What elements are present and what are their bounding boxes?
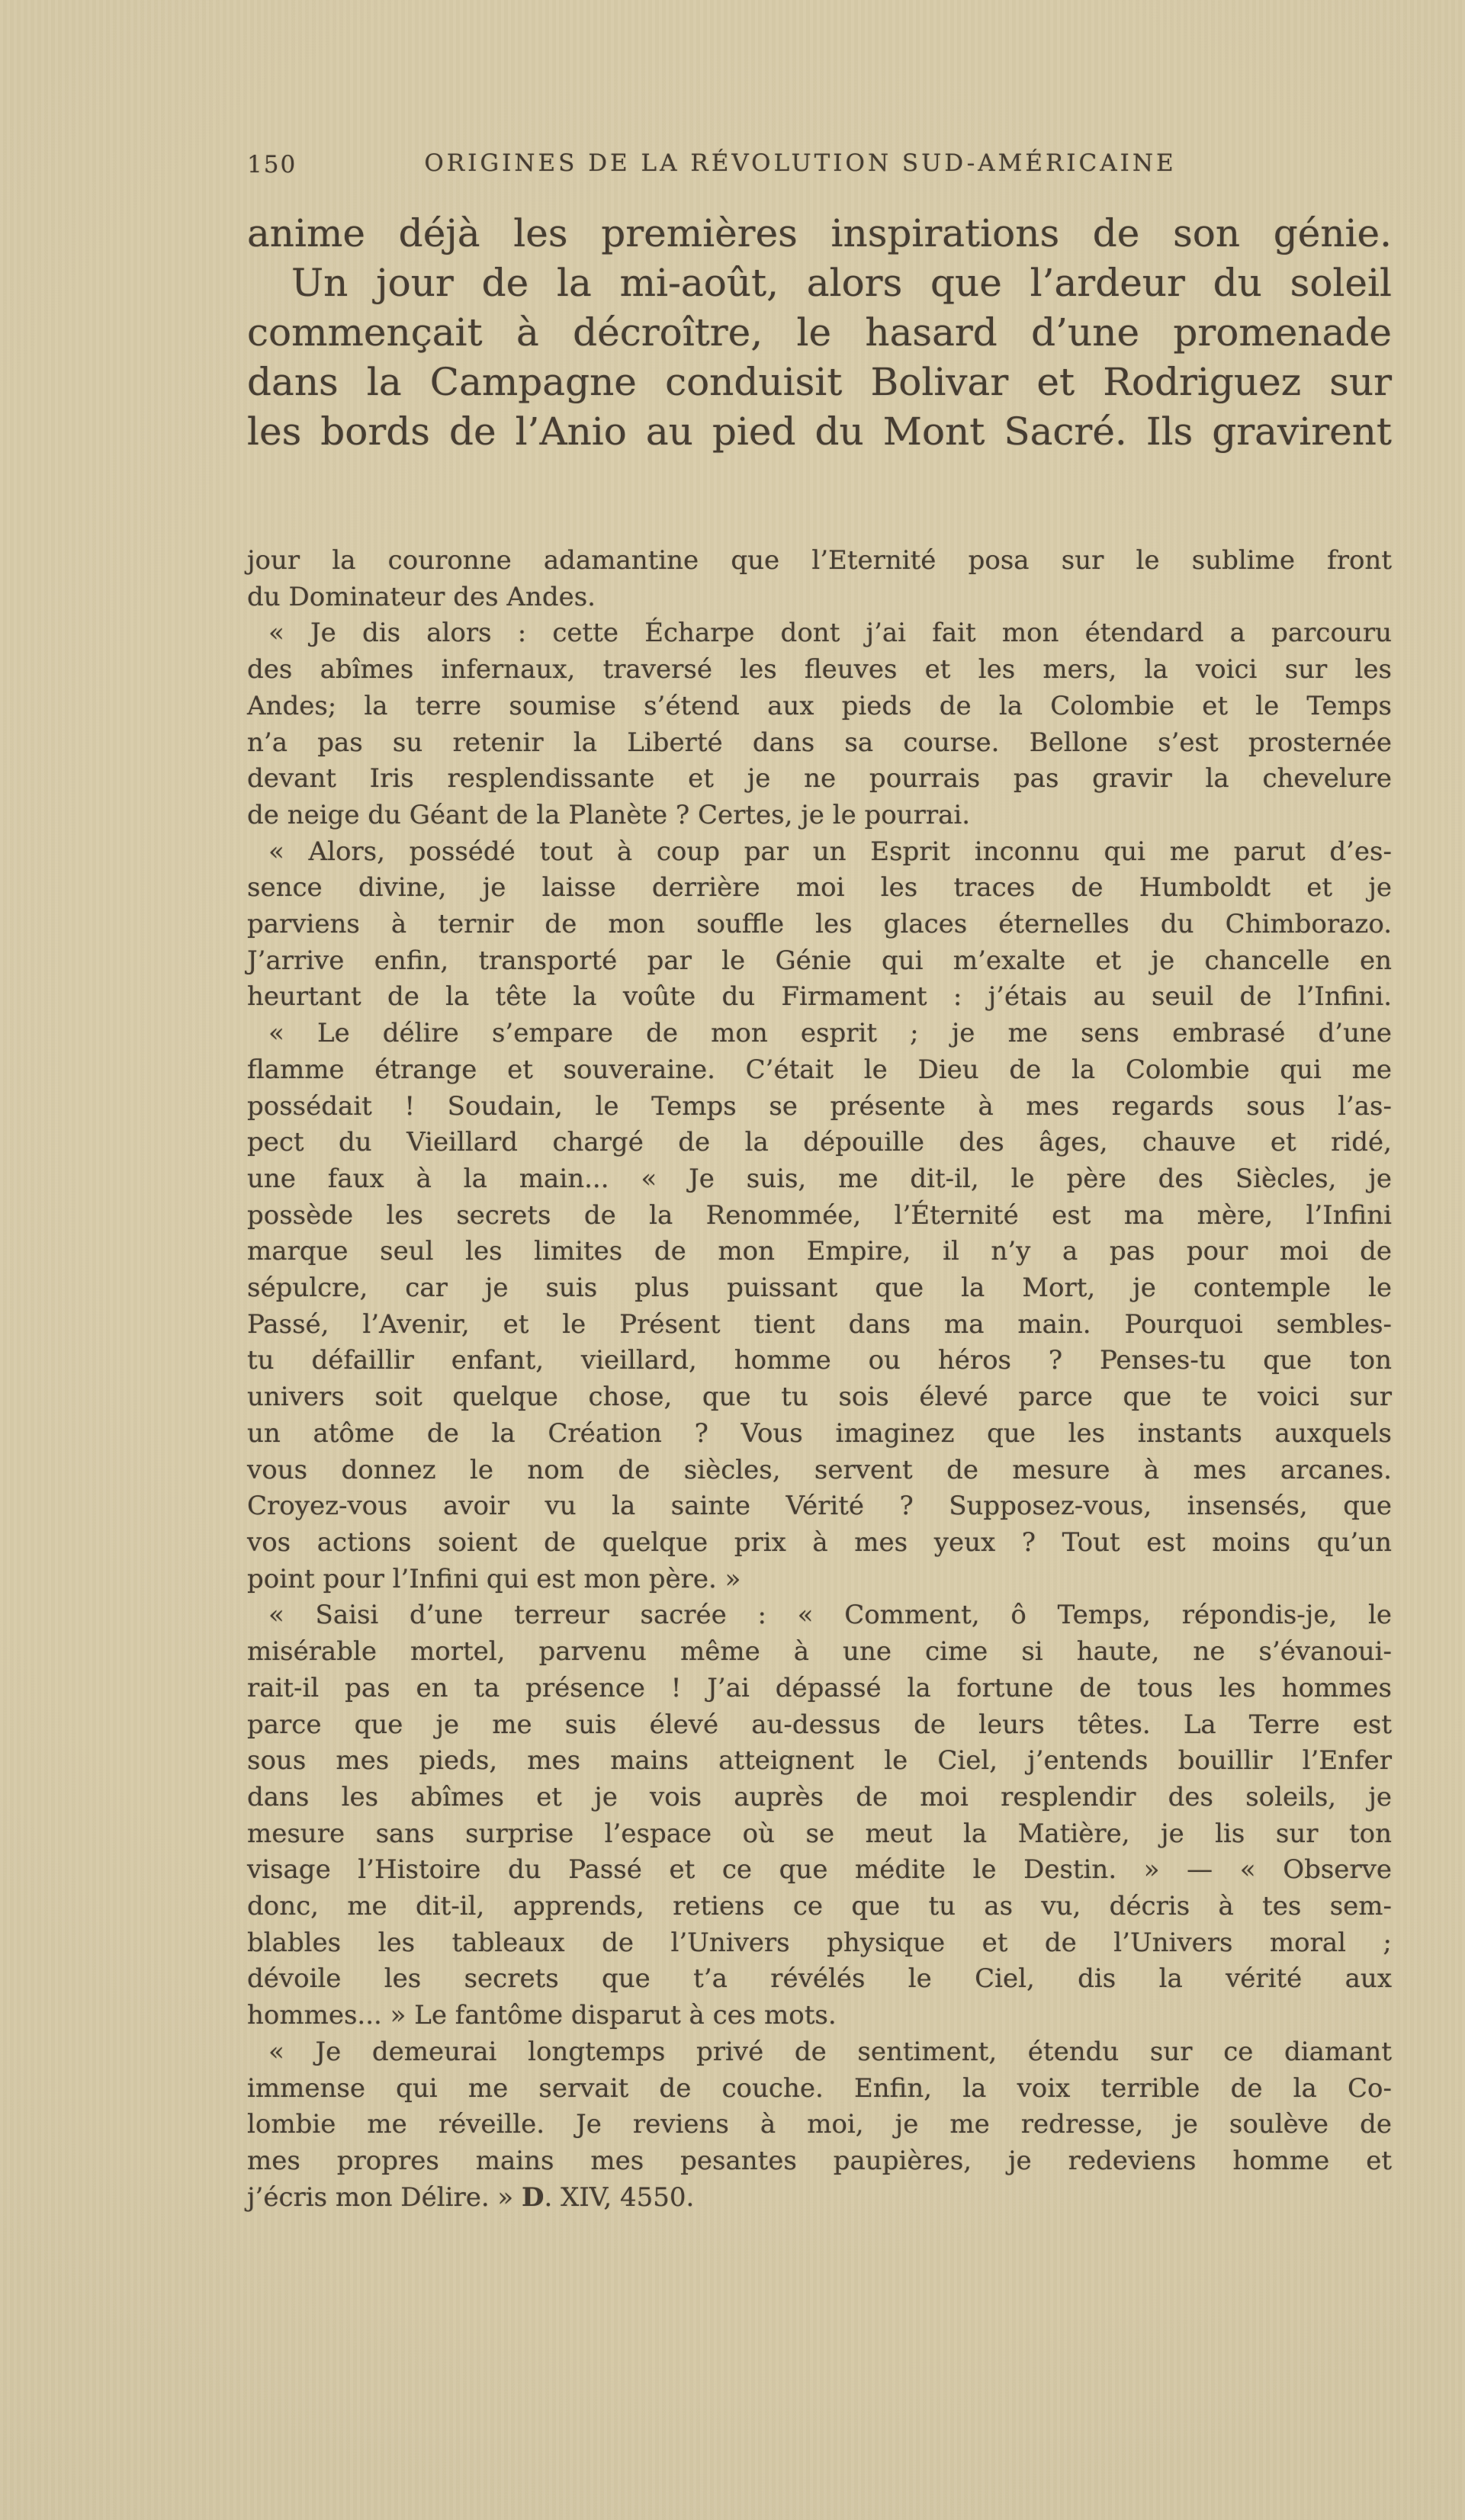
reference-abbrev: D (522, 2181, 545, 2213)
text-line: immense qui me servait de couche. Enfin, la voix terrible de la Co- (247, 2072, 1392, 2104)
running-header: ORIGINES DE LA RÉVOLUTION SUD-AMÉRICAINE (424, 149, 1177, 177)
text-line: heurtant de la tête la voûte du Firmament : j’étais au seuil de l’Infini. (247, 981, 1392, 1013)
text-line: vous donnez le nom de siècles, servent de mesure à mes arcanes. (247, 1454, 1392, 1485)
text-line: sous mes pieds, mes mains atteignent le Ciel, j’entends bouillir l’Enfer (247, 1745, 1392, 1777)
text-line: blables les tableaux de l’Univers physique et de l’Univers moral ; (247, 1927, 1392, 1958)
text-fragment: j’écris mon Délire. » (247, 2181, 522, 2213)
text-line: mesure sans surprise l’espace où se meut la Matière, je lis sur ton (247, 1818, 1392, 1849)
text-line: « Je demeurai longtemps privé de sentiment, étendu sur ce diamant (268, 2036, 1392, 2067)
text-line: marque seul les limites de mon Empire, il n’y a pas pour moi de (247, 1236, 1392, 1267)
text-line: une faux à la main... « Je suis, me dit-il, le père des Siècles, je (247, 1163, 1392, 1194)
text-line (247, 2180, 1392, 2217)
text-line: un atôme de la Création ? Vous imaginez que les instants auxquels (247, 1417, 1392, 1449)
text-line: pect du Vieillard chargé de la dépouille des âges, chauve et ridé, (247, 1127, 1392, 1158)
text-line: commençait à décroître, le hasard d’une promenade (247, 310, 1392, 355)
text-line: « Le délire s’empare de mon esprit ; je me sens embrasé d’une (268, 1018, 1392, 1049)
text-line: des abîmes infernaux, traversé les fleuves et les mers, la voici sur les (247, 654, 1392, 685)
intro-paragraph (247, 209, 1392, 457)
text-line: hommes... » Le fantôme disparut à ces mots. (247, 2000, 837, 2031)
text-line: J’arrive enfin, transporté par le Génie qui m’exalte et je chancelle en (247, 945, 1392, 976)
text-line: mes propres mains mes pesantes paupières, je redeviens homme et (247, 2145, 1392, 2176)
text-line: parviens à ternir de mon souffle les glaces éternelles du Chimborazo. (247, 909, 1392, 940)
text-line: sépulcre, car je suis plus puissant que la Mort, je contemple le (247, 1273, 1392, 1304)
text-line: « Je dis alors : cette Écharpe dont j’ai fait mon étendard a parcouru (268, 618, 1392, 649)
text-line: point pour l’Infini qui est mon père. » (247, 1563, 741, 1594)
text-line: devant Iris resplendissante et je ne pourrais pas gravir la chevelure (247, 763, 1392, 795)
text-line: dans les abîmes et je vois auprès de moi resplendir des soleils, je (247, 1781, 1392, 1812)
text-line: « Saisi d’une terreur sacrée : « Comment, ô Temps, répondis-je, le (268, 1600, 1392, 1631)
text-line: n’a pas su retenir la Liberté dans sa course. Bellone s’est prosternée (247, 727, 1392, 758)
text-line: sence divine, je laisse derrière moi les traces de Humboldt et je (247, 872, 1392, 904)
text-fragment: . XIV, 4550. (544, 2181, 695, 2213)
text-line: Croyez-vous avoir vu la sainte Vérité ? Supposez-vous, insensés, que (247, 1491, 1392, 1522)
page-header (247, 149, 1392, 185)
text-line: jour la couronne adamantine que l’Eternité posa sur le sublime front (247, 545, 1392, 576)
text-line: rait-il pas en ta présence ! J’ai dépassé la fortune de tous les hommes (247, 1672, 1392, 1703)
text-line: de neige du Géant de la Planète ? Certes, je le pourrai. (247, 799, 971, 830)
text-line: visage l’Histoire du Passé et ce que médite le Destin. » — « Observe (247, 1854, 1392, 1886)
text-line: du Dominateur des Andes. (247, 581, 596, 612)
text-line: Un jour de la mi-août, alors que l’ardeur du soleil (291, 261, 1392, 305)
text-line: possédait ! Soudain, le Temps se présente à mes regards sous l’as- (247, 1090, 1392, 1122)
text-line: lombie me réveille. Je reviens à moi, je me redresse, je soulève de (247, 2109, 1392, 2140)
text-line: misérable mortel, parvenu même à une cime si haute, ne s’évanoui- (247, 1636, 1392, 1668)
text-line: possède les secrets de la Renommée, l’Éternité est ma mère, l’Infini (247, 1199, 1392, 1231)
text-line: anime déjà les premières inspirations de son génie. (247, 211, 1392, 255)
text-line: tu défaillir enfant, vieillard, homme ou héros ? Penses-tu que ton (247, 1345, 1392, 1376)
text-line: univers soit quelque chose, que tu sois élevé parce que te voici sur (247, 1382, 1392, 1413)
text-line: flamme étrange et souveraine. C’était le Dieu de la Colombie qui me (247, 1054, 1392, 1085)
text-line: les bords de l’Anio au pied du Mont Sacré. Ils gravirent (247, 409, 1392, 454)
text-line: vos actions soient de quelque prix à mes yeux ? Tout est moins qu’un (247, 1526, 1392, 1558)
text-line: dévoile les secrets que t’a révélés le Ciel, dis la vérité aux (247, 1963, 1392, 1995)
text-line: « Alors, possédé tout à coup par un Esprit inconnu qui me parut d’es- (268, 836, 1392, 867)
text-line: donc, me dit-il, apprends, retiens ce que tu as vu, décris à tes sem- (247, 1891, 1392, 1922)
text-line: Andes; la terre soumise s’étend aux pieds de la Colombie et le Temps (247, 690, 1392, 721)
quote-block (247, 543, 1392, 2216)
text-line: dans la Campagne conduisit Bolivar et Rodriguez sur (247, 360, 1392, 404)
page-number: 150 (247, 151, 297, 178)
text-line: Passé, l’Avenir, et le Présent tient dans ma main. Pourquoi sembles- (247, 1308, 1392, 1340)
text-line: parce que je me suis élevé au-dessus de leurs têtes. La Terre est (247, 1709, 1392, 1740)
